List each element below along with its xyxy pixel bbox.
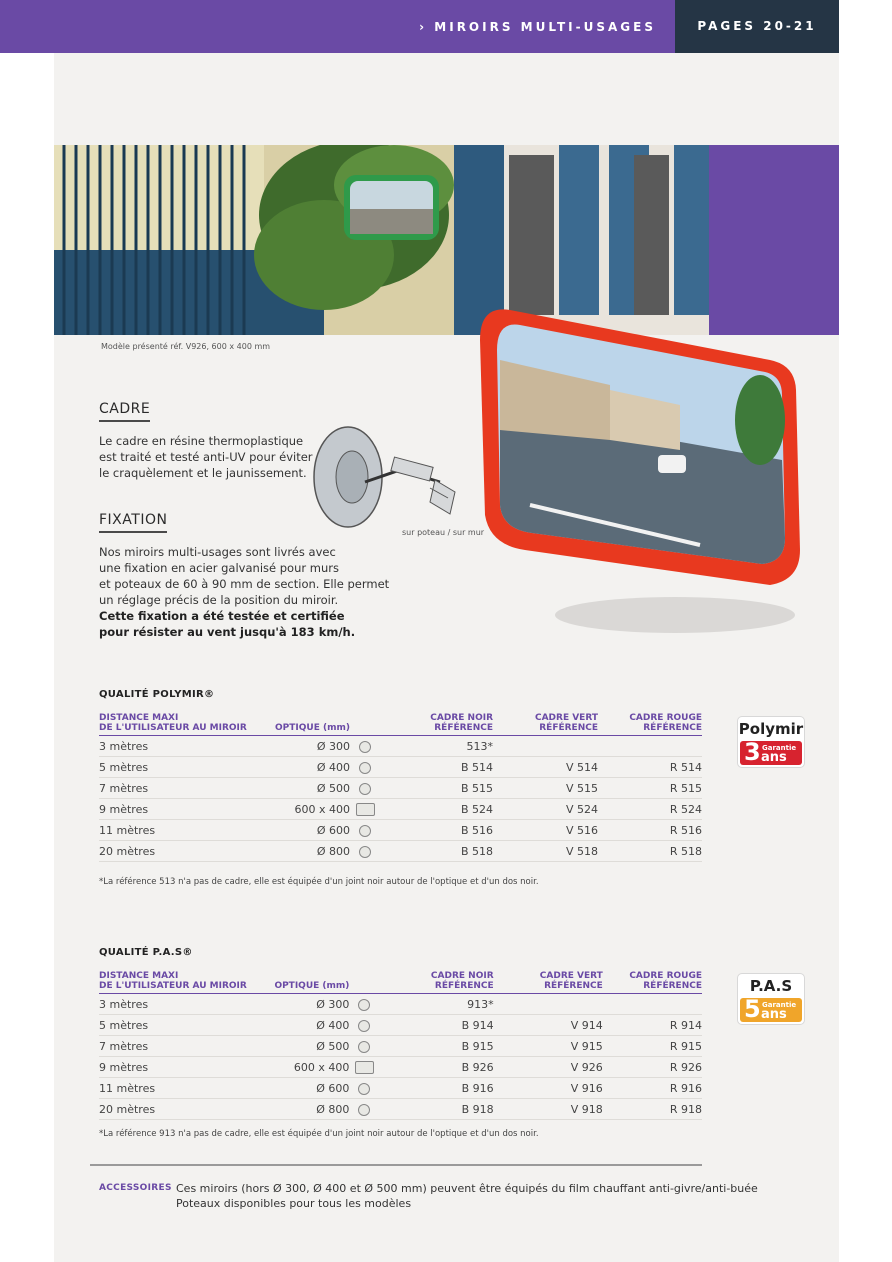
optique-cell: Ø 300: [273, 994, 349, 1015]
optique-cell: Ø 400: [274, 757, 350, 778]
vert-cell: V 915: [494, 1036, 603, 1057]
noir-cell: B 518: [380, 841, 493, 862]
pas-warranty-badge: [737, 973, 805, 1025]
table-row: [99, 778, 702, 799]
optique-cell: Ø 300: [274, 736, 350, 757]
optique-cell: Ø 600: [273, 1078, 349, 1099]
round-mirror-icon: [358, 1083, 370, 1095]
vert-cell: V 515: [493, 778, 598, 799]
photo-caption: Modèle présenté réf. V926, 600 x 400 mm: [101, 342, 271, 351]
distance-cell: 9 mètres: [99, 799, 274, 820]
optique-cell: Ø 500: [274, 778, 350, 799]
vert-cell: V 926: [494, 1057, 603, 1078]
round-mirror-icon: [359, 783, 371, 795]
section-title-text: MIROIRS MULTI-USAGES: [434, 20, 656, 34]
pas-table: [99, 971, 702, 1120]
table-row: [99, 820, 702, 841]
shape-cell: [350, 757, 380, 778]
distance-cell: 7 mètres: [99, 778, 274, 799]
red-frame-mirror-image: [470, 300, 810, 660]
vert-cell: [493, 736, 598, 757]
noir-cell: B 514: [380, 757, 493, 778]
badge-warranty: [740, 995, 802, 1023]
distance-cell: 5 mètres: [99, 757, 274, 778]
col-optique: OPTIQUE (mm): [273, 971, 349, 994]
polymir-footnote: *La référence 513 n'a pas de cadre, elle est équipée d'un joint noir autour de l'optique et d'un dos noir.: [99, 877, 539, 887]
shape-cell: [350, 799, 380, 820]
rouge-cell: R 918: [603, 1099, 702, 1120]
cadre-line: est traité et testé anti-UV pour éviter: [99, 450, 313, 464]
col-cadre-noir: CADRE NOIR RÉFÉRENCE: [380, 713, 493, 736]
table-row: [99, 736, 702, 757]
polymir-warranty-badge: [737, 716, 805, 768]
vert-cell: V 518: [493, 841, 598, 862]
vert-cell: V 916: [494, 1078, 603, 1099]
distance-cell: 20 mètres: [99, 841, 274, 862]
distance-cell: 11 mètres: [99, 1078, 273, 1099]
distance-cell: 20 mètres: [99, 1099, 273, 1120]
table-row: [99, 1099, 702, 1120]
noir-cell: B 926: [379, 1057, 493, 1078]
table-row: [99, 841, 702, 862]
vert-cell: [494, 994, 603, 1015]
optique-cell: 600 x 400: [273, 1057, 349, 1078]
vert-cell: V 514: [493, 757, 598, 778]
vert-cell: V 524: [493, 799, 598, 820]
cadre-paragraph: [99, 433, 313, 481]
noir-cell: B 918: [379, 1099, 493, 1120]
rouge-cell: [598, 736, 702, 757]
fixation-line: Nos miroirs multi-usages sont livrés avec: [99, 545, 336, 559]
rouge-cell: R 518: [598, 841, 702, 862]
distance-cell: 5 mètres: [99, 1015, 273, 1036]
table-row: [99, 994, 702, 1015]
accessoires-line: Ces miroirs (hors Ø 300, Ø 400 et Ø 500 mm) peuvent être équipés du film chauffant anti-givre/anti-buée: [176, 1182, 758, 1195]
round-mirror-icon: [359, 762, 371, 774]
round-mirror-icon: [358, 999, 370, 1011]
mount-bracket-image: [310, 422, 470, 532]
shape-cell: [350, 736, 380, 757]
cadre-heading: CADRE: [99, 401, 150, 422]
pas-header-row: [99, 971, 702, 994]
badge-brand: Polymir: [738, 720, 804, 738]
rouge-cell: R 514: [598, 757, 702, 778]
rouge-cell: R 524: [598, 799, 702, 820]
badge-warranty: [740, 738, 802, 766]
rouge-cell: R 515: [598, 778, 702, 799]
distance-cell: 7 mètres: [99, 1036, 273, 1057]
noir-cell: B 914: [379, 1015, 493, 1036]
shape-cell: [350, 778, 380, 799]
shape-cell: [349, 1036, 379, 1057]
shape-cell: [349, 1057, 379, 1078]
noir-cell: B 524: [380, 799, 493, 820]
table-row: [99, 757, 702, 778]
col-shape: [350, 713, 380, 736]
col-cadre-noir: CADRE NOIR RÉFÉRENCE: [379, 971, 493, 994]
optique-cell: 600 x 400: [274, 799, 350, 820]
noir-cell: B 516: [380, 820, 493, 841]
shape-cell: [350, 820, 380, 841]
round-mirror-icon: [359, 825, 371, 837]
badge-garantie: Garantie: [762, 1001, 797, 1009]
col-optique: OPTIQUE (mm): [274, 713, 350, 736]
accessoires-label: ACCESSOIRES: [99, 1183, 172, 1193]
col-distance: DISTANCE MAXI DE L'UTILISATEUR AU MIROIR: [99, 971, 273, 994]
shape-cell: [349, 1078, 379, 1099]
optique-cell: Ø 800: [273, 1099, 349, 1120]
fixation-heading: FIXATION: [99, 512, 167, 533]
table-row: [99, 1036, 702, 1057]
polymir-header-row: [99, 713, 702, 736]
distance-cell: 3 mètres: [99, 994, 273, 1015]
shape-cell: [350, 841, 380, 862]
fixation-bold-line: Cette fixation a été testée et certifiée: [99, 609, 345, 623]
vert-cell: V 516: [493, 820, 598, 841]
rouge-cell: R 926: [603, 1057, 702, 1078]
fixation-line: et poteaux de 60 à 90 mm de section. Elle permet: [99, 577, 390, 591]
shape-cell: [349, 1015, 379, 1036]
rouge-cell: R 516: [598, 820, 702, 841]
optique-cell: Ø 500: [273, 1036, 349, 1057]
cadre-line: le craquèlement et le jaunissement.: [99, 466, 307, 480]
fixation-bold-line: pour résister au vent jusqu'à 183 km/h.: [99, 625, 356, 639]
badge-ans: ans: [761, 1007, 787, 1022]
rouge-cell: [603, 994, 702, 1015]
round-mirror-icon: [358, 1041, 370, 1053]
col-cadre-vert: CADRE VERT RÉFÉRENCE: [494, 971, 603, 994]
polymir-table: [99, 713, 702, 862]
table-row: [99, 799, 702, 820]
round-mirror-icon: [359, 846, 371, 858]
table-row: [99, 1078, 702, 1099]
noir-cell: 513*: [380, 736, 493, 757]
fixation-paragraph: [99, 544, 389, 640]
rouge-cell: R 916: [603, 1078, 702, 1099]
table-row: [99, 1057, 702, 1078]
section-title: › MIROIRS MULTI-USAGES: [419, 20, 656, 34]
page-numbers: PAGES 20-21: [675, 0, 839, 53]
col-distance: DISTANCE MAXI DE L'UTILISATEUR AU MIROIR: [99, 713, 274, 736]
rect-mirror-icon: [355, 1061, 374, 1074]
round-mirror-icon: [358, 1104, 370, 1116]
round-mirror-icon: [359, 741, 371, 753]
badge-garantie: Garantie: [762, 744, 797, 752]
rouge-cell: R 915: [603, 1036, 702, 1057]
header-bar: [0, 0, 839, 53]
table-row: [99, 1015, 702, 1036]
badge-years: 5: [744, 995, 761, 1023]
badge-years: 3: [744, 738, 761, 766]
noir-cell: B 916: [379, 1078, 493, 1099]
distance-cell: 3 mètres: [99, 736, 274, 757]
fixation-line: une fixation en acier galvanisé pour murs: [99, 561, 339, 575]
optique-cell: Ø 400: [273, 1015, 349, 1036]
shape-cell: [349, 994, 379, 1015]
badge-brand: P.A.S: [749, 977, 793, 995]
distance-cell: 11 mètres: [99, 820, 274, 841]
fixation-line: un réglage précis de la position du miroir.: [99, 593, 339, 607]
badge-ans: ans: [761, 750, 787, 765]
shape-cell: [349, 1099, 379, 1120]
distance-cell: 9 mètres: [99, 1057, 273, 1078]
noir-cell: B 515: [380, 778, 493, 799]
rouge-cell: R 914: [603, 1015, 702, 1036]
noir-cell: B 915: [379, 1036, 493, 1057]
optique-cell: Ø 600: [274, 820, 350, 841]
optique-cell: Ø 800: [274, 841, 350, 862]
vert-cell: V 918: [494, 1099, 603, 1120]
mount-caption: sur poteau / sur mur: [402, 528, 485, 537]
pas-footnote: *La référence 913 n'a pas de cadre, elle est équipée d'un joint noir autour de l'optique et d'un dos noir.: [99, 1129, 539, 1139]
vert-cell: V 914: [494, 1015, 603, 1036]
accessoires-line: Poteaux disponibles pour tous les modèles: [176, 1197, 412, 1210]
polymir-table-title: QUALITÉ POLYMIR®: [99, 689, 215, 700]
cadre-line: Le cadre en résine thermoplastique: [99, 434, 304, 448]
col-cadre-vert: CADRE VERT RÉFÉRENCE: [493, 713, 598, 736]
divider: [90, 1164, 702, 1166]
col-cadre-rouge: CADRE ROUGE RÉFÉRENCE: [598, 713, 702, 736]
pas-table-title: QUALITÉ P.A.S®: [99, 947, 193, 958]
round-mirror-icon: [358, 1020, 370, 1032]
accessoires-text: [176, 1181, 758, 1211]
noir-cell: 913*: [379, 994, 493, 1015]
col-cadre-rouge: CADRE ROUGE RÉFÉRENCE: [603, 971, 702, 994]
col-shape: [349, 971, 379, 994]
rect-mirror-icon: [356, 803, 375, 816]
